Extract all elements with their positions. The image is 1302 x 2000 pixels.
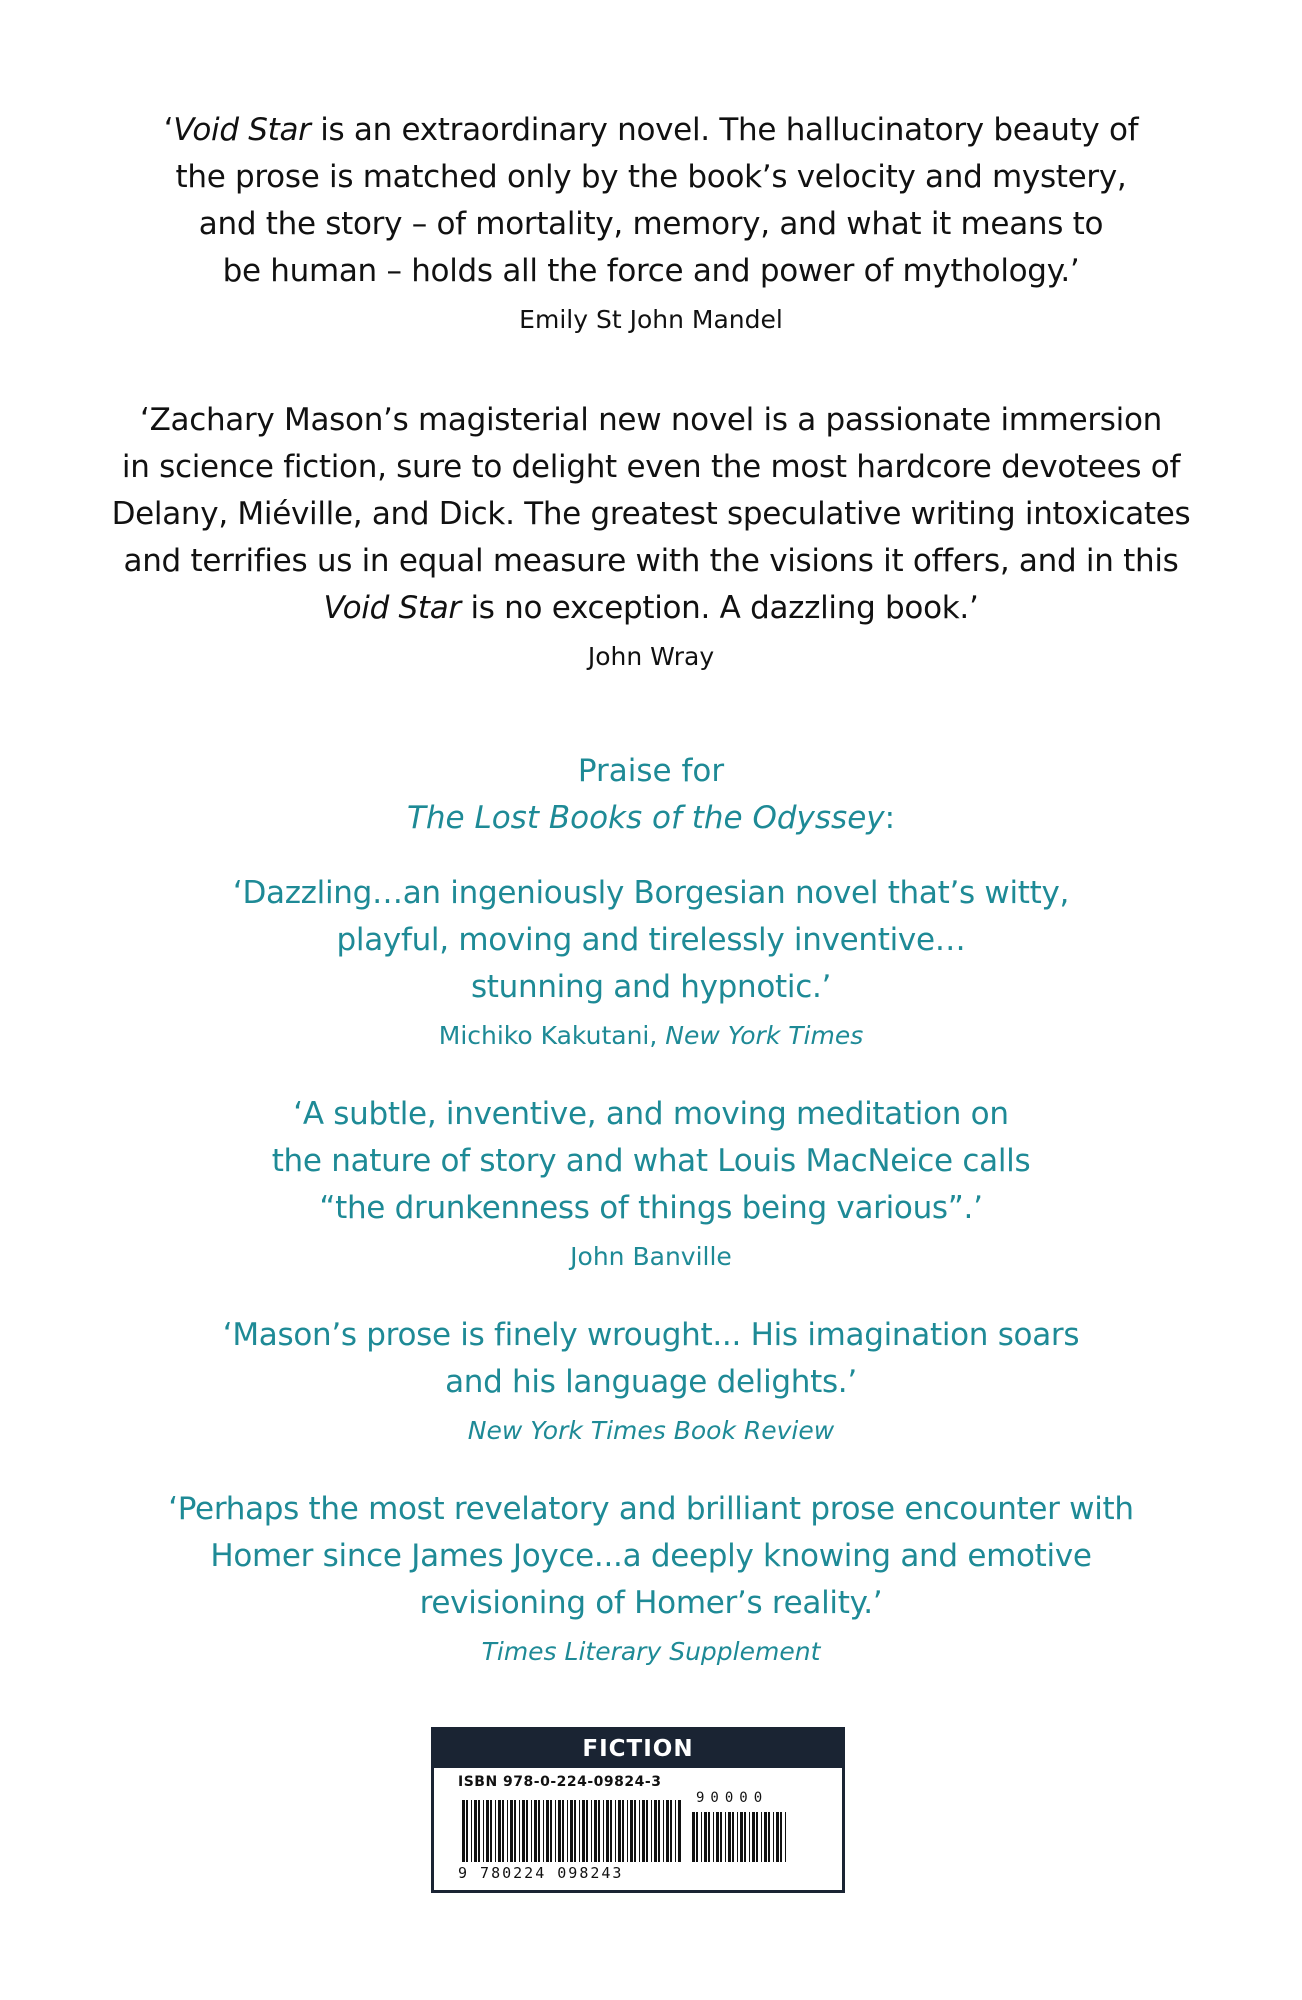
barcode-digits: 9 780224 098243 <box>458 1864 624 1882</box>
praise-for-label: Praise for <box>577 753 725 789</box>
quote-text <box>0 870 1302 1011</box>
quote-source <box>0 1019 1302 1053</box>
barcode-bar <box>740 1812 743 1862</box>
barcode-bar <box>606 1800 609 1862</box>
barcode-bar <box>486 1800 489 1862</box>
barcode-bar <box>776 1812 779 1862</box>
barcode-bar <box>462 1800 465 1862</box>
quote-line <box>0 585 1302 632</box>
review-quote-kakutani <box>0 870 1302 1053</box>
book-title: Void Star <box>173 112 311 148</box>
barcode-bar <box>701 1812 702 1862</box>
barcode-bar <box>780 1812 782 1862</box>
quote-line: ‘Dazzling…an ingeniously Borgesian novel that’s witty, <box>232 875 1070 911</box>
quote-fragment: and the story – of mortality, memory, and what it means to <box>198 206 1104 242</box>
title-colon: : <box>884 800 896 836</box>
praise-book-title <box>0 795 1302 842</box>
quote-fragment: in science fiction, sure to delight even the most hardcore devotees of <box>121 449 1181 485</box>
barcode-bar <box>502 1800 504 1862</box>
isbn-barcode-box <box>431 1727 845 1893</box>
barcode-bar <box>713 1812 714 1862</box>
quote-line <box>0 201 1302 248</box>
quote-text <box>0 107 1302 295</box>
barcode-bar <box>692 1812 695 1862</box>
review-quote-banville <box>0 1091 1302 1274</box>
isbn-label: ISBN 978-0-224-09824-3 <box>458 1774 662 1790</box>
quote-fragment: and terrifies us in equal measure with the visions it offers, and in this <box>123 543 1179 579</box>
barcode-bar <box>574 1800 576 1862</box>
barcode-bar <box>543 1800 544 1862</box>
barcode-bar <box>716 1812 719 1862</box>
quote-line: playful, moving and tirelessly inventive… <box>336 922 966 958</box>
barcode-bar <box>522 1800 525 1862</box>
barcode-bar <box>591 1800 592 1862</box>
quote-line: stunning and hypnotic.’ <box>470 969 832 1005</box>
quote-source <box>0 1414 1302 1448</box>
source-name: John Banville <box>570 1242 732 1271</box>
quote-fragment: ‘Zachary Mason’s magisterial new novel is a passionate immersion <box>140 402 1162 438</box>
quote-source: Emily St John Mandel <box>519 305 783 334</box>
barcode-bar <box>785 1812 786 1862</box>
barcode-bar <box>696 1812 698 1862</box>
barcode-bar <box>728 1812 731 1862</box>
quote-line <box>0 248 1302 295</box>
price-addon-digits: 90000 <box>696 1790 769 1806</box>
quote-line <box>0 397 1302 444</box>
quote-line: ‘Mason’s prose is finely wrought... His imagination soars <box>222 1317 1080 1353</box>
barcode-bar <box>538 1800 540 1862</box>
quote-line <box>0 154 1302 201</box>
source-publication: Times Literary Supplement <box>481 1637 821 1666</box>
quote-fragment: is no exception. A dazzling book.’ <box>460 590 979 626</box>
quote-text <box>0 397 1302 632</box>
barcode-bar <box>615 1800 616 1862</box>
barcode-bar <box>598 1800 600 1862</box>
barcode-bar <box>663 1800 664 1862</box>
barcode-bar <box>675 1800 676 1862</box>
review-quote-wray <box>0 397 1302 674</box>
quote-line: “the drunkenness of things being various”.’ <box>319 1190 983 1226</box>
barcode-bar <box>507 1800 508 1862</box>
barcode-bar <box>526 1800 528 1862</box>
barcode-bar <box>708 1812 710 1862</box>
barcode-bar <box>658 1800 660 1862</box>
barcode-bar <box>567 1800 568 1862</box>
barcode-bar <box>654 1800 657 1862</box>
barcode-bar <box>639 1800 640 1862</box>
barcode-bar <box>737 1812 738 1862</box>
praise-heading <box>0 748 1302 842</box>
source-name: Michiko Kakutani, <box>438 1021 666 1050</box>
barcode-bar <box>466 1800 468 1862</box>
barcode-bar <box>720 1812 722 1862</box>
barcode-bar <box>646 1800 648 1862</box>
quote-fragment: ‘ <box>163 112 174 148</box>
barcode-bar <box>670 1800 672 1862</box>
quote-fragment: the prose is matched only by the book’s velocity and mystery, <box>175 159 1127 195</box>
barcode-bar <box>752 1812 755 1862</box>
quote-source: John Wray <box>587 642 715 671</box>
barcode-bar <box>744 1812 746 1862</box>
barcode-bar <box>483 1800 484 1862</box>
quote-fragment: Delany, Miéville, and Dick. The greatest speculative writing intoxicates <box>111 496 1191 532</box>
barcode-bar <box>603 1800 604 1862</box>
quote-line: revisioning of Homer’s reality.’ <box>419 1585 883 1621</box>
review-quote-mandel <box>0 107 1302 337</box>
source-publication: New York Times <box>665 1021 864 1050</box>
quote-line: ‘Perhaps the most revelatory and brilliant prose encounter with <box>168 1491 1134 1527</box>
barcode-bar <box>579 1800 580 1862</box>
barcode-bar <box>474 1800 477 1862</box>
barcode-bar <box>478 1800 480 1862</box>
barcode-bar <box>630 1800 633 1862</box>
barcode-bar <box>678 1800 681 1862</box>
category-label: FICTION <box>434 1730 842 1768</box>
quote-source <box>0 1240 1302 1274</box>
barcode-bar <box>768 1812 770 1862</box>
review-quote-nytbr <box>0 1312 1302 1448</box>
quote-line: ‘A subtle, inventive, and moving meditation on <box>293 1096 1009 1132</box>
quote-line: and his language delights.’ <box>445 1364 857 1400</box>
quote-line <box>0 444 1302 491</box>
quote-fragment: be human – holds all the force and power of mythology.’ <box>222 253 1080 289</box>
barcode-bar <box>586 1800 588 1862</box>
quote-line: the nature of story and what Louis MacNeice calls <box>271 1143 1031 1179</box>
barcode-bar <box>749 1812 750 1862</box>
barcode-bar <box>546 1800 549 1862</box>
barcode-bar <box>764 1812 767 1862</box>
quote-line: Homer since James Joyce...a deeply knowing and emotive <box>210 1538 1092 1574</box>
barcode-icon <box>462 1800 682 1872</box>
barcode-bar <box>634 1800 636 1862</box>
quote-source <box>0 1635 1302 1669</box>
quote-text <box>0 1486 1302 1627</box>
barcode-bar <box>514 1800 516 1862</box>
barcode-bar <box>732 1812 734 1862</box>
quote-line <box>0 538 1302 585</box>
barcode-bar <box>490 1800 492 1862</box>
barcode-bar <box>498 1800 501 1862</box>
barcode-bar <box>642 1800 645 1862</box>
barcode-bar <box>666 1800 669 1862</box>
barcode-bar <box>555 1800 556 1862</box>
barcode-bar <box>725 1812 726 1862</box>
addon-barcode-icon <box>692 1812 792 1872</box>
quote-text <box>0 1312 1302 1406</box>
barcode-bar <box>531 1800 532 1862</box>
book-title: The Lost Books of the Odyssey <box>406 800 885 836</box>
quote-fragment: is an extraordinary novel. The hallucinatory beauty of <box>310 112 1139 148</box>
book-title: Void Star <box>323 590 461 626</box>
barcode-bar <box>562 1800 564 1862</box>
source-publication: New York Times Book Review <box>467 1416 835 1445</box>
barcode-bar <box>622 1800 624 1862</box>
barcode-bar <box>651 1800 652 1862</box>
barcode-bar <box>550 1800 552 1862</box>
barcode-bar <box>519 1800 520 1862</box>
barcode-bar <box>471 1800 472 1862</box>
barcode-bar <box>756 1812 758 1862</box>
barcode-bar <box>618 1800 621 1862</box>
barcode-bar <box>761 1812 762 1862</box>
barcode-bar <box>582 1800 585 1862</box>
review-quote-tls <box>0 1486 1302 1669</box>
barcode-bar <box>558 1800 561 1862</box>
quote-line <box>0 491 1302 538</box>
barcode-bar <box>570 1800 573 1862</box>
barcode-bar <box>495 1800 496 1862</box>
barcode-bar <box>610 1800 612 1862</box>
barcode-bar <box>594 1800 597 1862</box>
barcode-bar <box>627 1800 628 1862</box>
barcode-bar <box>773 1812 774 1862</box>
quote-text <box>0 1091 1302 1232</box>
barcode-bar <box>510 1800 513 1862</box>
quote-line <box>0 107 1302 154</box>
barcode-bar <box>704 1812 707 1862</box>
barcode-bar <box>534 1800 537 1862</box>
